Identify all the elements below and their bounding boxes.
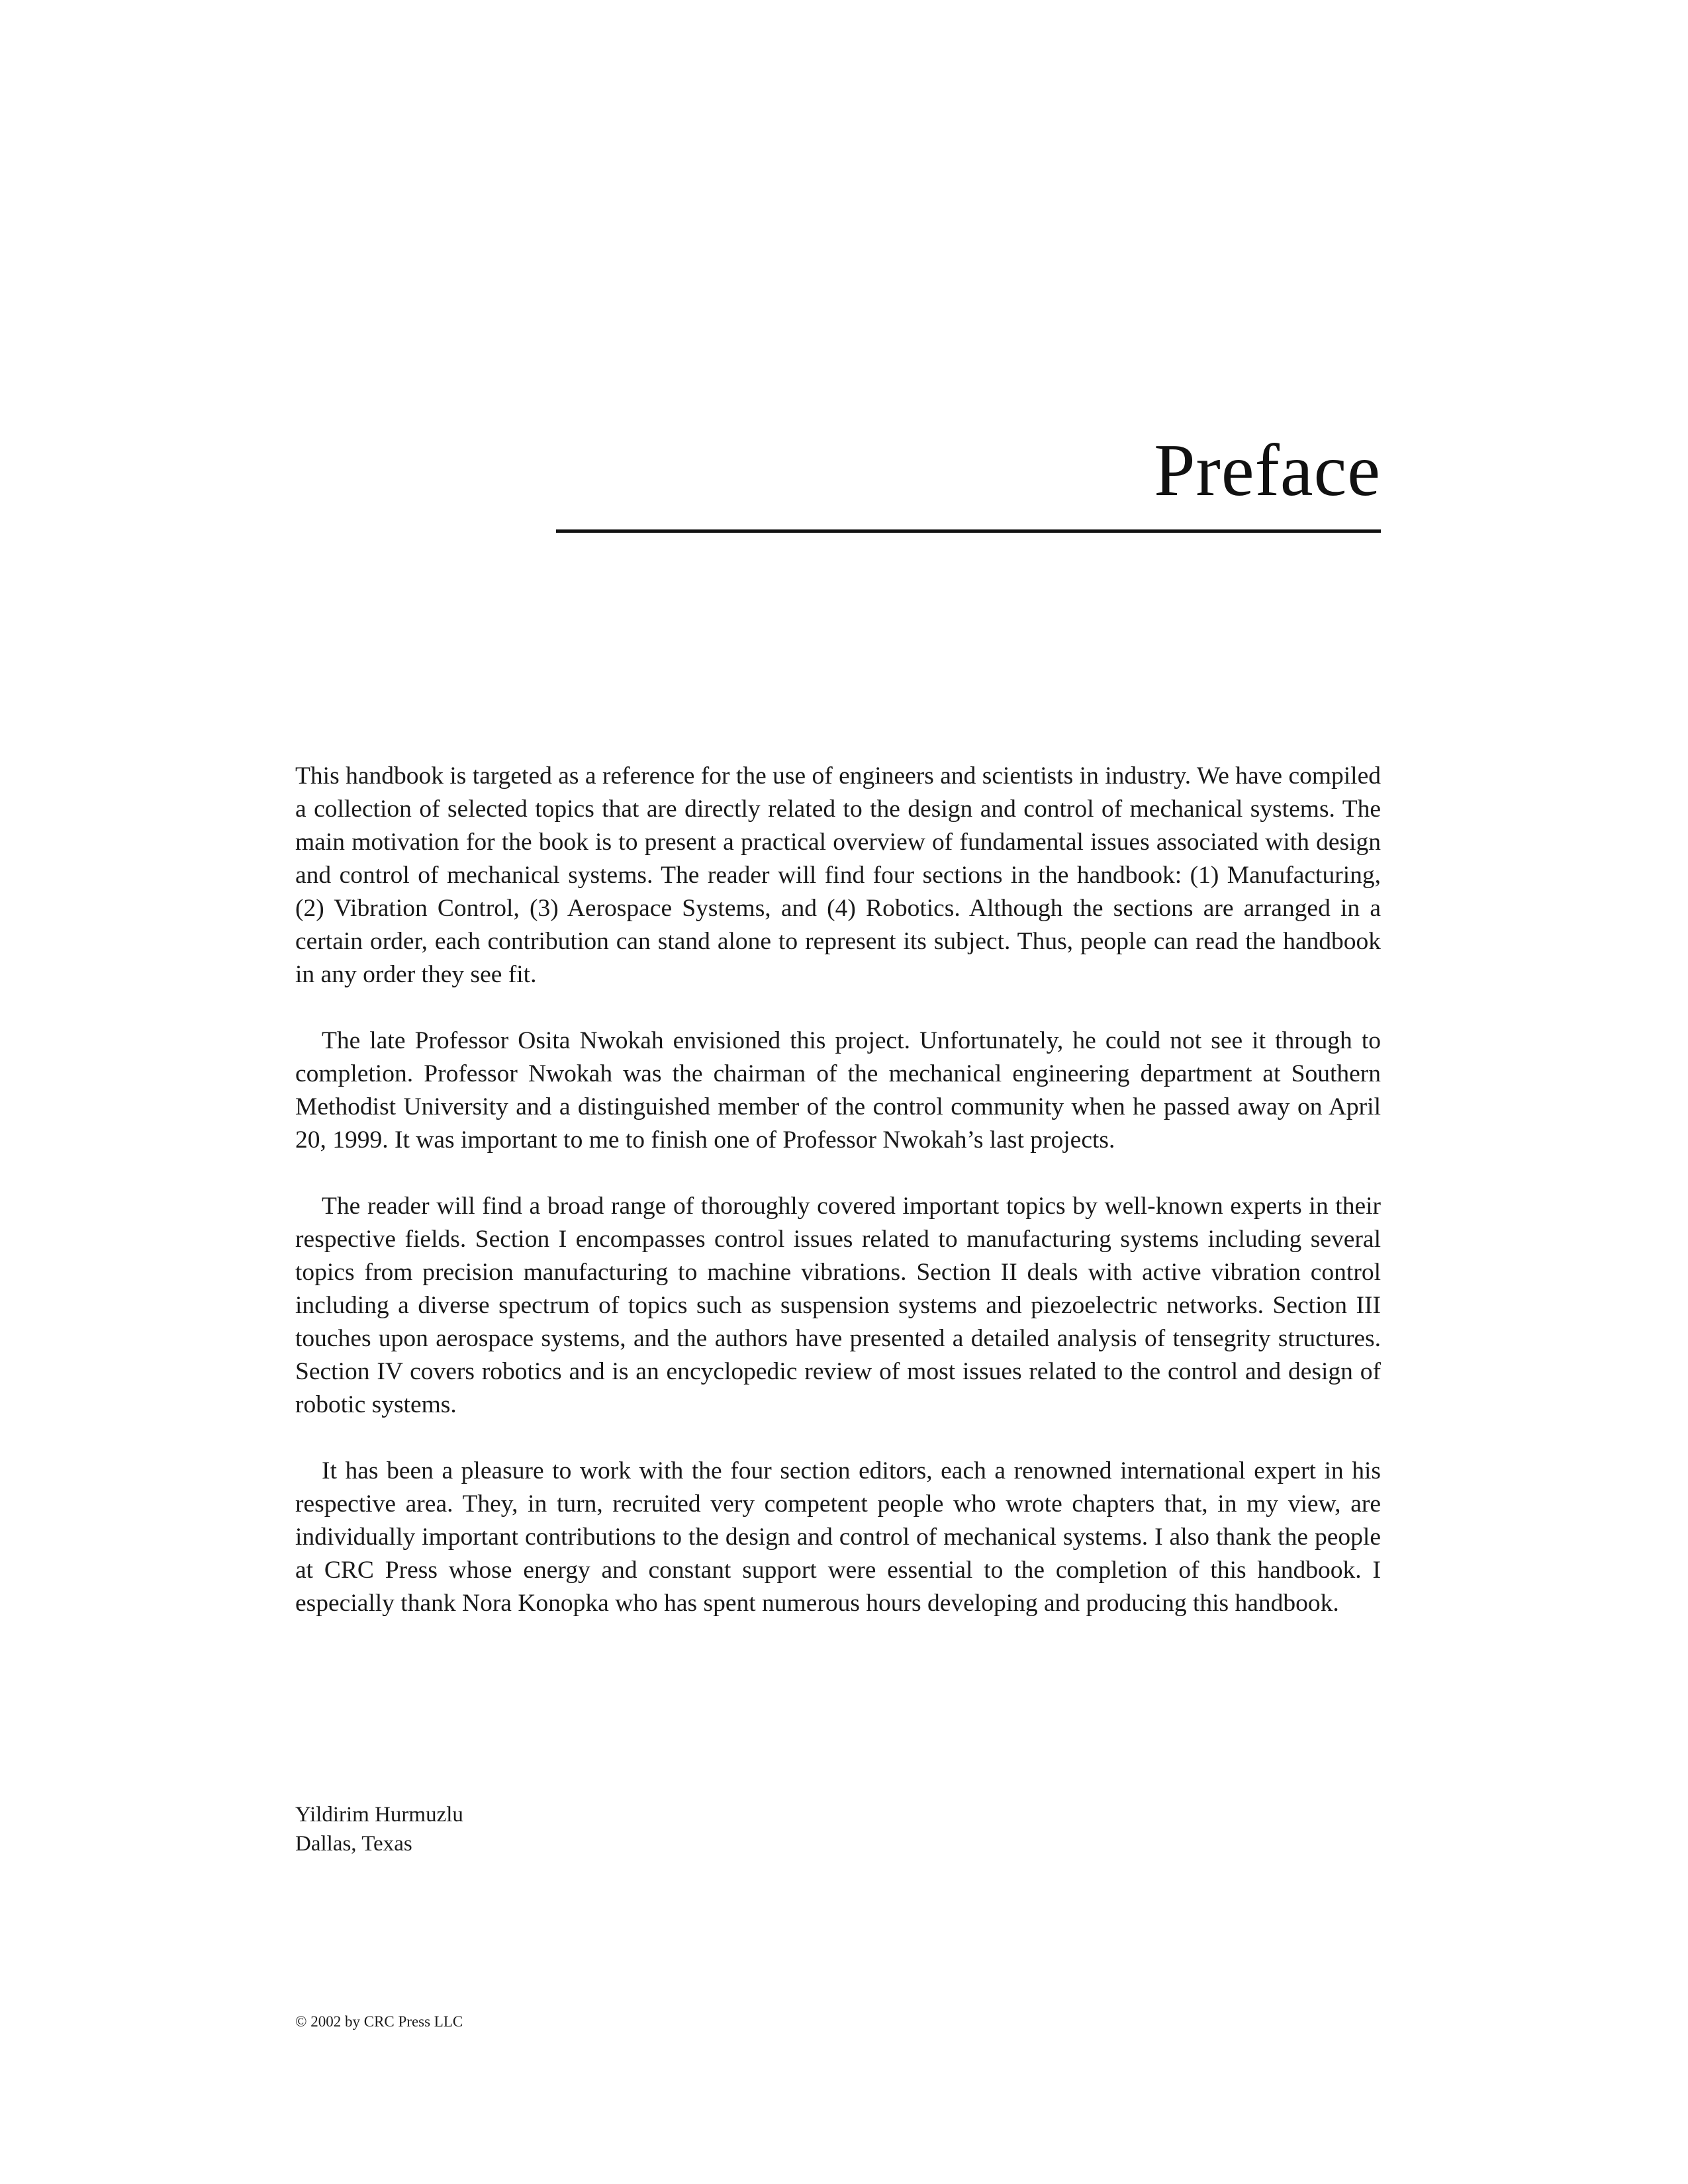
paragraph-2: The late Professor Osita Nwokah envisioned this project. Unfortunately, he could not see it through to completion. Professor Nwokah was the chairman of the mechanical engineering department at Southern Methodist University and a distinguished member of the control community when he passed away on April 20, 1999. It was important to me to finish one of Professor Nwokah’s last projects. <box>295 1027 1381 1154</box>
paragraph-4: It has been a pleasure to work with the four section editors, each a renowned international expert in his respective area. They, in turn, recruited very competent people who wrote chapters that, in my view, are individually important contributions to the design and control of mechanical systems. I also thank the people at CRC Press whose energy and constant support were essential to the completion of this handbook. I especially thank Nora Konopka who has spent numerous hours developing and producing this handbook. <box>295 1457 1381 1617</box>
paragraph-1: This handbook is targeted as a reference for the use of engineers and scientists in industry. We have compiled a collection of selected topics that are directly related to the design and control of mechanical systems. The main motivation for the book is to present a practical overview of fundamental issues associated with design and control of mechanical systems. The reader will find four sections in the handbook: (1) Manufacturing, (2) Vibration Control, (3) Aerospace Systems, and (4) Robotics. Although the sections are arranged in a certain order, each contribution can stand alone to represent its subject. Thus, people can read the handbook in any order they see fit. <box>295 762 1381 988</box>
copyright-notice: © 2002 by CRC Press LLC <box>295 2013 463 2030</box>
preface-body <box>295 760 1381 1653</box>
author-signature <box>295 1800 463 1858</box>
title-underline-rule <box>556 529 1381 533</box>
author-name: Yildirim Hurmuzlu <box>295 1803 463 1827</box>
paragraph-3: The reader will find a broad range of thoroughly covered important topics by well-known experts in their respective fields. Section I encompasses control issues related to manufacturing systems including several topics from precision manufacturing to machine vibrations. Section II deals with active vibration control including a diverse spectrum of topics such as suspension systems and piezoelectric networks. Section III touches upon aerospace systems, and the authors have presented a detailed analysis of tensegrity structures. Section IV covers robotics and is an encyclopedic review of most issues related to the control and design of robotic systems. <box>295 1193 1381 1418</box>
page-title: Preface <box>1154 430 1381 512</box>
author-location: Dallas, Texas <box>295 1832 412 1856</box>
